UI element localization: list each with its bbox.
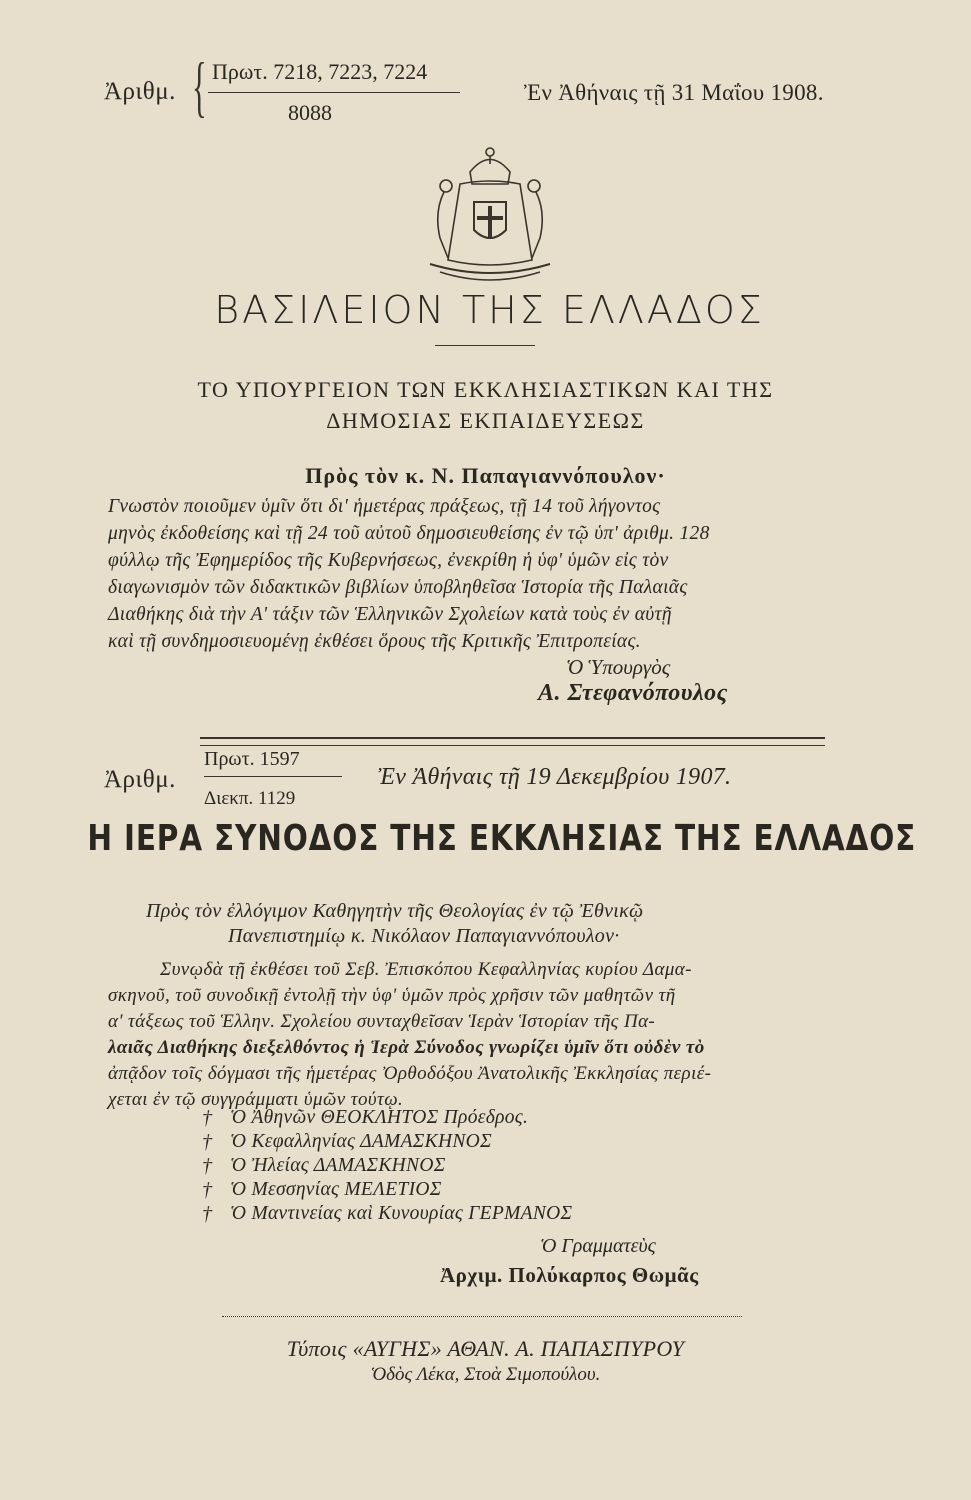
printer-line-1: Τύποις «ΑΥΓΗΣ» ΑΘΑΝ. Α. ΠΑΠΑΣΠΥΡΟΥ [286, 1336, 685, 1361]
cross-glyph: † [202, 1203, 212, 1225]
letter2-line: σκηνοῦ, τοῦ συνοδικῇ ἐντολῇ τὴν ὑφ' ὑμῶν πρὸς χρῆσιν τῶν μαθητῶν τῆ [108, 985, 676, 1006]
brace-glyph: { [192, 48, 207, 124]
section-divider [200, 737, 825, 746]
secretary-name: Ἀρχιμ. Πολύκαρπος Θωμᾶς [440, 1263, 699, 1287]
cross-glyph: † [202, 1155, 212, 1177]
letter1-line: Γνωστὸν ποιοῦμεν ὑμῖν ὅτι δι' ἡμετέρας πράξεως, τῇ 14 τοῦ λήγοντος [108, 496, 661, 517]
letter2-line: λαιᾶς Διαθήκης διεξελθόντος ἡ Ἱερὰ Σύνοδος γνωρίζει ὑμῖν ὅτι οὐδὲν τὸ [108, 1037, 705, 1058]
date-2: Ἐν Ἀθήναις τῇ 19 Δεκεμβρίου 1907. [378, 764, 732, 790]
prot-line-2: Πρωτ. 1597 [204, 748, 300, 770]
kingdom-title: ΒΑΣΙΛΕΙΟΝ ΤΗΣ ΕΛΛΑΔΟΣ [214, 288, 765, 332]
letter2-line: ἀπᾷδον τοῖς δόγμασι τῆς ἡμετέρας Ὀρθοδόξου Ἀνατολικῆς Ἐκκλησίας περιέ- [108, 1063, 712, 1084]
signer-line: Ὁ Μαντινείας καὶ Κυνουρίας ΓΕΡΜΑΝΟΣ [230, 1203, 573, 1224]
arith-label-2: Ἀριθμ. [104, 766, 176, 793]
synod-title: Η ΙΕΡΑ ΣΥΝΟΔΟΣ ΤΗΣ ΕΚΚΛΗΣΙΑΣ ΤΗΣ ΕΛΛΑΔΟΣ [87, 818, 917, 859]
addressee: Πρὸς τὸν κ. Ν. Παπαγιαννόπουλον· [305, 463, 666, 488]
signer-line: Ὁ Ἀθηνῶν ΘΕΟΚΛΗΤΟΣ Πρόεδρος. [230, 1107, 529, 1128]
signer-line: Ὁ Κεφαλληνίας ΔΑΜΑΣΚΗΝΟΣ [230, 1131, 492, 1152]
addressee-2-line-1: Πρὸς τὸν ἐλλόγιμον Καθηγητὴν τῆς Θεολογίας ἐν τῷ Ἐθνικῷ [146, 900, 644, 922]
letter2-line: Συνῳδὰ τῇ ἐκθέσει τοῦ Σεβ. Ἐπισκόπου Κεφαλληνίας κυρίου Δαμα- [160, 959, 692, 980]
addressee-2-line-2: Πανεπιστημίῳ κ. Νικόλαον Παπαγιαννόπουλον· [228, 925, 620, 947]
arith-label: Ἀριθμ. [104, 78, 176, 105]
cross-glyph: † [202, 1179, 212, 1201]
diekp-line-2: Διεκπ. 1129 [204, 788, 296, 809]
coat-of-arms-emblem [400, 142, 580, 292]
signer-line: Ὁ Ἠλείας ΔΑΜΑΣΚΗΝΟΣ [230, 1155, 446, 1176]
cross-glyph: † [202, 1131, 212, 1153]
cross-glyph: † [202, 1107, 212, 1129]
secretary-title: Ὁ Γραμματεὺς [540, 1235, 656, 1257]
signer-line: Ὁ Μεσσηνίας ΜΕΛΕΤΙΟΣ [230, 1179, 442, 1200]
fraction-rule [208, 92, 460, 93]
letter1-line: διαγωνισμὸν τῶν διδακτικῶν βιβλίων ὑποβληθεῖσα Ἱστορία τῆς Παλαιᾶς [108, 577, 688, 598]
fraction-rule-2 [204, 776, 342, 777]
short-rule [435, 345, 535, 346]
prot-line: Πρωτ. 7218, 7223, 7224 [212, 59, 428, 84]
letter2-line: α' τάξεως τοῦ Ἑλλην. Σχολείου συνταχθεῖσαν Ἱερὰν Ἱστορίαν τῆς Πα- [108, 1011, 656, 1032]
signer-title: Ὁ Ὑπουργὸς [566, 655, 671, 679]
letter1-line: μηνὸς ἐκδοθείσης καὶ τῇ 24 τοῦ αὐτοῦ δημοσιευθείσης ἐν τῷ ὑπ' ἀριθμ. 128 [108, 523, 710, 544]
printer-line-2: Ὁδὸς Λέκα, Στοὰ Σιμοπούλου. [370, 1364, 601, 1385]
ministry-line-2: ΔΗΜΟΣΙΑΣ ΕΚΠΑΙΔΕΥΣΕΩΣ [326, 408, 645, 433]
letter1-line: καὶ τῇ συνδημοσιευομένῃ ἐκθέσει ὅρους τῆς Κριτικῆς Ἐπιτροπείας. [108, 631, 641, 652]
letter1-line: Διαθήκης διὰ τὴν Α' τάξιν τῶν Ἑλληνικῶν Σχολείων κατὰ τοὺς ἐν αὐτῇ [108, 604, 672, 625]
letter1-line: φύλλῳ τῆς Ἐφημερίδος τῆς Κυβερνήσεως, ἐνεκρίθη ἡ ὑφ' ὑμῶν εἰς τὸν [108, 550, 669, 571]
date: Ἐν Ἀθήναις τῇ 31 Μαΐου 1908. [524, 80, 824, 105]
ministry-line-1: ΤΟ ΥΠΟΥΡΓΕΙΟΝ ΤΩΝ ΕΚΚΛΗΣΙΑΣΤΙΚΩΝ ΚΑΙ ΤΗΣ [197, 377, 774, 402]
signer-name: Α. Στεφανόπουλος [538, 680, 728, 706]
diekp-number: 8088 [288, 100, 332, 125]
footer-rule [222, 1316, 742, 1317]
letter2-line: χεται ἐν τῷ συγγράμματι ὑμῶν τούτῳ. [108, 1089, 404, 1110]
